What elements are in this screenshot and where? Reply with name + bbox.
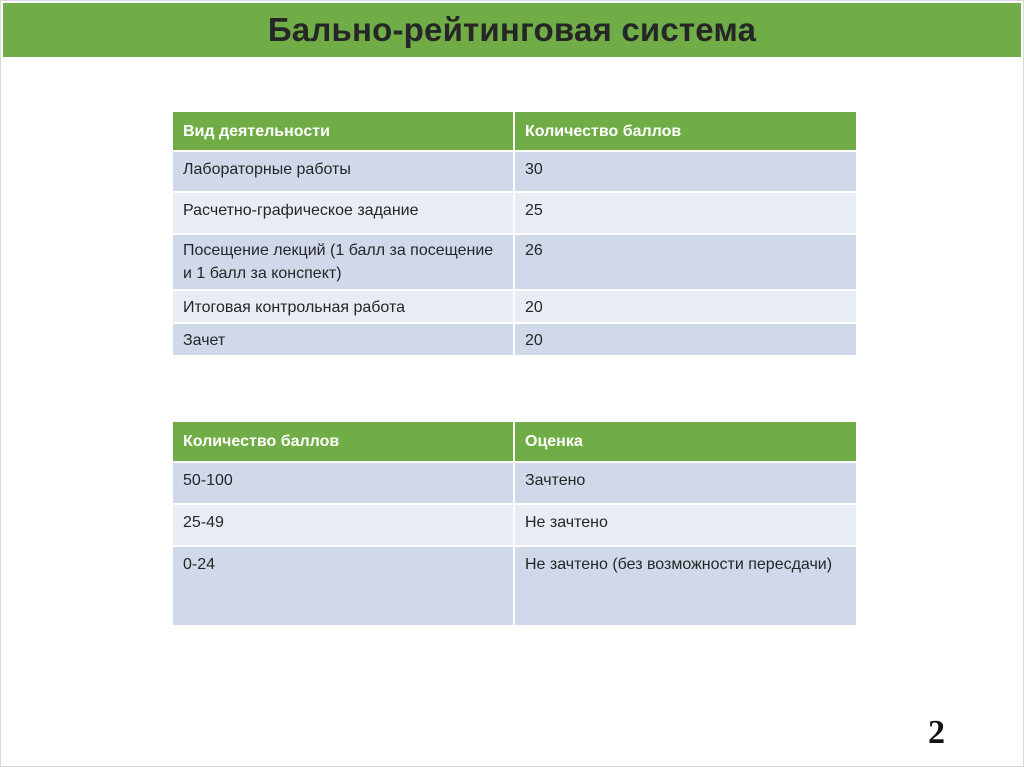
column-header-points-range: Количество баллов [172, 421, 514, 462]
points-cell: 20 [514, 323, 857, 356]
table-row [172, 462, 857, 504]
title-bar [3, 3, 1021, 57]
activity-cell: Лабораторные работы [172, 151, 514, 192]
column-header-grade: Оценка [514, 421, 857, 462]
table-row [172, 546, 857, 626]
table-row [172, 234, 857, 290]
activity-points-table [171, 110, 858, 357]
activity-cell: Итоговая контрольная работа [172, 290, 514, 323]
table-row [172, 504, 857, 546]
range-cell: 0-24 [172, 546, 514, 626]
range-cell: 25-49 [172, 504, 514, 546]
table-row [172, 323, 857, 356]
range-cell: 50-100 [172, 462, 514, 504]
grade-cell: Не зачтено (без возможности пересдачи) [514, 546, 857, 626]
points-cell: 26 [514, 234, 857, 290]
table-row [172, 290, 857, 323]
slide-title: Бально-рейтинговая система [267, 11, 757, 48]
grade-cell: Зачтено [514, 462, 857, 504]
points-cell: 20 [514, 290, 857, 323]
table-row [172, 192, 857, 234]
grade-cell: Не зачтено [514, 504, 857, 546]
points-cell: 30 [514, 151, 857, 192]
column-header-points: Количество баллов [514, 111, 857, 151]
page-number: 2 [928, 714, 945, 751]
table-row [172, 151, 857, 192]
points-cell: 25 [514, 192, 857, 234]
table-header-row [172, 111, 857, 151]
activity-cell: Расчетно-графическое задание [172, 192, 514, 234]
table-header-row [172, 421, 857, 462]
grade-scale-table [171, 420, 858, 627]
activity-cell: Посещение лекций (1 балл за посещение и 1 балл за конспект) [172, 234, 514, 290]
activity-cell: Зачет [172, 323, 514, 356]
column-header-activity: Вид деятельности [172, 111, 514, 151]
